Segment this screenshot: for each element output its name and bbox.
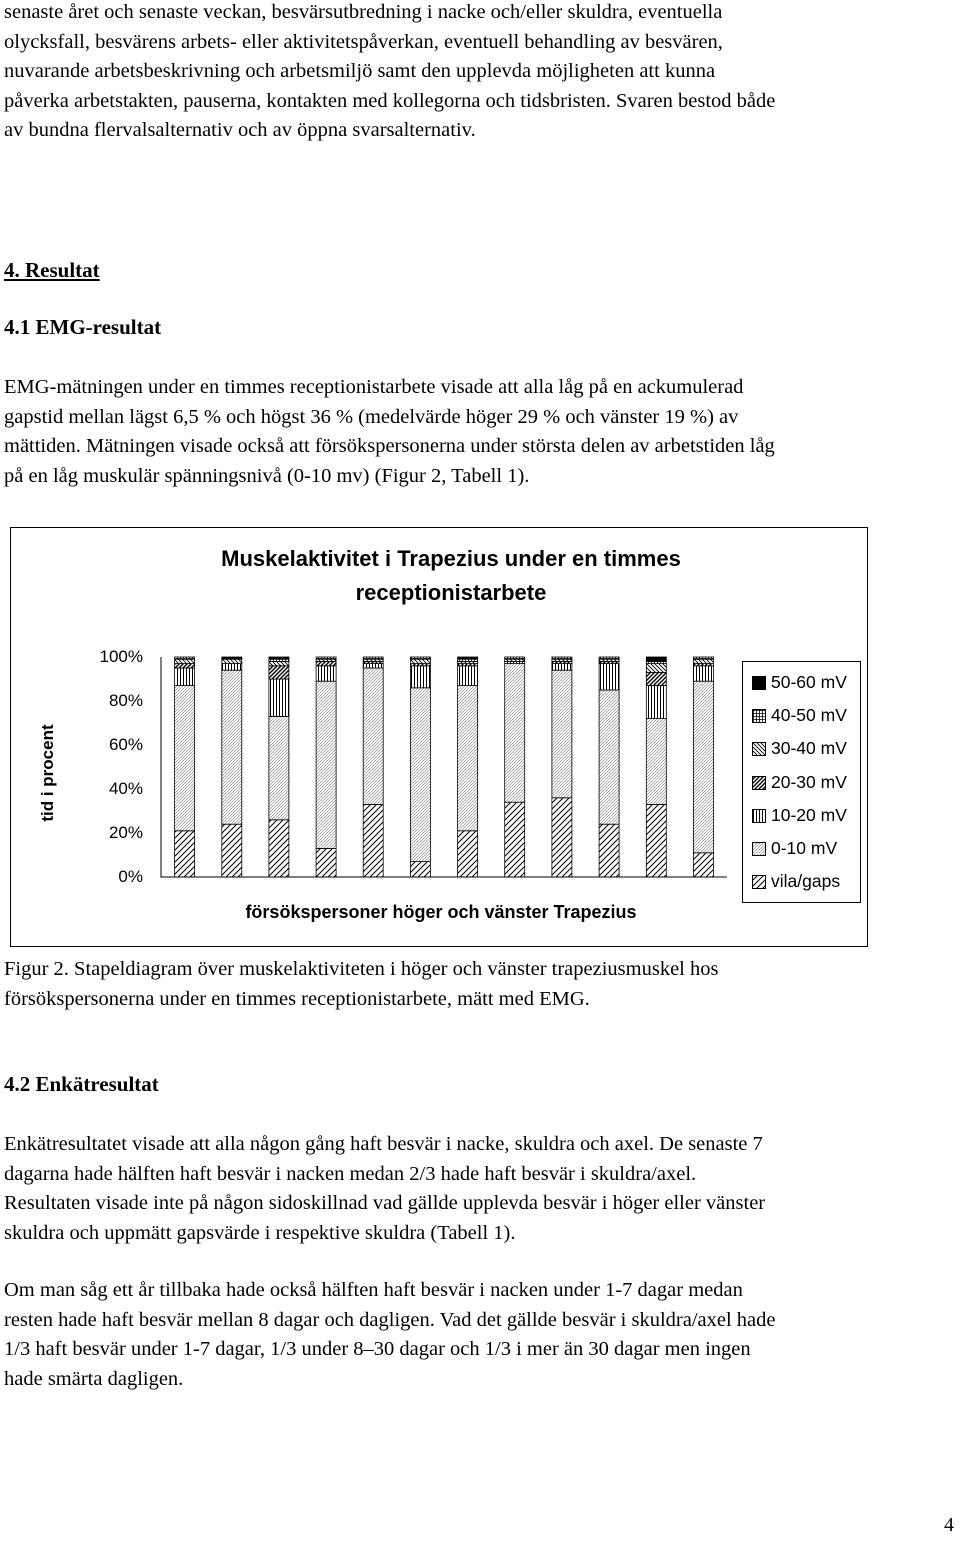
legend-item: [743, 803, 862, 827]
bar-stack: [316, 657, 336, 877]
legend-item: [743, 703, 862, 727]
bar-segment: [175, 686, 195, 831]
bar-stack: [269, 657, 289, 877]
y-tick-label: 20%: [108, 823, 143, 842]
y-axis-label-text: tid i procent: [38, 724, 57, 822]
bar-segment: [646, 657, 666, 661]
bar-segment: [269, 657, 289, 659]
bar-segment: [410, 666, 430, 688]
bar-segment: [363, 804, 383, 877]
bar-segment: [693, 853, 713, 877]
bar-stack: [599, 657, 619, 877]
bar-segment: [693, 681, 713, 853]
enkat-line: resten hade haft besvär mellan 8 dagar och dagligen. Vad det gällde besvär i skuldra/axel hade: [4, 1308, 776, 1331]
legend-item: [743, 770, 862, 794]
y-tick-label: 60%: [108, 735, 143, 754]
bar-segment: [646, 804, 666, 877]
chart-title-line: receptionistarbete: [355, 580, 547, 605]
bar-segment: [269, 716, 289, 819]
bar-segment: [552, 798, 572, 877]
legend-label: 40-50 mV: [771, 705, 847, 726]
emg-line: EMG-mätningen under en timmes receptionistarbete visade att alla låg på en ackumulerad: [4, 376, 744, 398]
bar-segment: [410, 688, 430, 862]
bar-segment: [175, 668, 195, 686]
bar-segment: [505, 657, 525, 659]
bar-stacks: [175, 657, 714, 877]
legend-label: 30-40 mV: [771, 738, 847, 759]
emg-line: på en låg muskulär spänningsnivå (0-10 mv) (Figur 2, Tabell 1).: [4, 464, 530, 487]
legend-swatch: [752, 676, 766, 690]
legend-label: 10-20 mV: [771, 804, 847, 825]
enkat-line: Resultaten visade inte på någon sidoskillnad vad gällde upplevda besvär i höger eller vänster: [4, 1192, 766, 1214]
bar-segment: [363, 664, 383, 668]
legend-swatch: [752, 742, 766, 756]
enkat-line: skuldra och uppmätt gapsvärde i respektive skuldra (Tabell 1).: [4, 1221, 516, 1244]
intro-line: senaste året och senaste veckan, besvärsutbredning i nacke och/eller skuldra, eventuella: [4, 1, 723, 23]
emg-line: mättiden. Mätningen visade också att försökspersonerna under största delen av arbetstiden låg: [4, 435, 775, 457]
bar-segment: [646, 719, 666, 805]
emg-line: gapstid mellan lägst 6,5 % och högst 36 % (medelvärde höger 29 % och vänster 19 %) av: [4, 405, 739, 428]
bar-segment: [693, 666, 713, 681]
bar-stack: [458, 657, 478, 877]
bar-stack: [505, 657, 525, 877]
legend-swatch: [752, 842, 766, 856]
bar-segment: [505, 802, 525, 877]
bar-segment: [693, 659, 713, 663]
legend-item: [743, 869, 862, 893]
bar-segment: [175, 657, 195, 659]
caption-line: Figur 2. Stapeldiagram över muskelaktiviteten i höger och vänster trapeziusmuskel hos: [4, 958, 719, 980]
page-number: 4: [944, 1514, 954, 1536]
bar-stack: [363, 657, 383, 877]
bar-stack: [175, 657, 195, 877]
bar-segment: [646, 664, 666, 673]
legend-label: 20-30 mV: [771, 771, 847, 792]
legend-swatch: [752, 709, 766, 723]
bar-segment: [363, 668, 383, 804]
bar-segment: [269, 666, 289, 679]
bar-segment: [458, 831, 478, 877]
legend-item: [743, 736, 862, 760]
legend-item: [743, 836, 862, 860]
chart-plot-area: [11, 528, 869, 948]
bar-segment: [693, 657, 713, 659]
bar-segment: [269, 679, 289, 716]
bar-segment: [175, 664, 195, 668]
axis-lines: [161, 657, 727, 877]
bar-segment: [599, 690, 619, 824]
emg-paragraph: [4, 373, 956, 491]
legend-label: vila/gaps: [771, 871, 841, 892]
bar-segment: [552, 664, 572, 671]
bar-segment: [222, 824, 242, 877]
enkat-paragraph-2: [4, 1276, 956, 1394]
bar-segment: [552, 657, 572, 659]
y-tick-label: 80%: [108, 691, 143, 710]
bar-segment: [599, 824, 619, 877]
bar-stack: [646, 657, 666, 877]
enkat-line: hade smärta dagligen.: [4, 1367, 184, 1390]
y-tick-label: 40%: [108, 779, 143, 798]
legend-swatch: [752, 875, 766, 889]
bar-stack: [693, 657, 713, 877]
enkat-line: Enkätresultatet visade att alla någon gång haft besvär i nacke, skuldra och axel. De senaste 7: [4, 1133, 763, 1155]
bar-segment: [269, 820, 289, 877]
enkat-line: dagarna hade hälften haft besvär i nacken medan 2/3 hade haft besvär i skuldra/axel.: [4, 1162, 697, 1185]
y-tick-label: 100%: [99, 647, 143, 666]
y-tick-label: 0%: [118, 867, 143, 886]
legend-item: [743, 670, 862, 694]
bar-segment: [505, 664, 525, 803]
bar-segment: [410, 659, 430, 663]
bar-segment: [222, 657, 242, 659]
enkat-paragraph-1: [4, 1130, 956, 1248]
legend-swatch: [752, 809, 766, 823]
bar-segment: [458, 666, 478, 686]
bar-stack: [410, 657, 430, 877]
bar-segment: [316, 657, 336, 659]
bar-segment: [222, 664, 242, 671]
bar-segment: [410, 657, 430, 659]
caption-line: försökspersonerna under en timmes receptionistarbete, mätt med EMG.: [4, 987, 590, 1010]
bar-segment: [599, 657, 619, 659]
bar-segment: [316, 681, 336, 848]
chart-legend: [742, 661, 861, 903]
legend-label: 50-60 mV: [771, 672, 847, 692]
section-heading-resultat: 4. Resultat: [4, 258, 100, 282]
bar-segment: [646, 672, 666, 685]
bar-segment: [410, 862, 430, 877]
enkat-line: 1/3 haft besvär under 1-7 dagar, 1/3 under 8–30 dagar och 1/3 i mer än 30 dagar men ingen: [4, 1338, 751, 1360]
figure-caption: [4, 955, 956, 1014]
intro-paragraph: [4, 0, 956, 146]
x-axis-label: försökspersoner höger och vänster Trapezius: [245, 902, 637, 922]
intro-line: påverka arbetstakten, pauserna, kontakten med kollegorna och tidsbristen. Svaren bestod både: [4, 89, 776, 112]
bar-segment: [646, 686, 666, 719]
bar-stack: [222, 657, 242, 877]
subsection-heading-emg: 4.1 EMG-resultat: [4, 315, 162, 339]
bar-segment: [222, 659, 242, 663]
legend-label: 0-10 mV: [771, 838, 838, 858]
bar-segment: [316, 848, 336, 877]
bar-segment: [458, 686, 478, 831]
subsection-heading-enkat: 4.2 Enkätresultat: [4, 1072, 159, 1096]
bar-segment: [552, 670, 572, 798]
bar-segment: [175, 831, 195, 877]
intro-line: nuvarande arbetsbeskrivning och arbetsmiljö samt den upplevda möjligheten att kunna: [4, 60, 716, 82]
bar-segment: [175, 659, 195, 663]
legend-swatch: [752, 776, 766, 790]
bar-segment: [363, 657, 383, 659]
enkat-line: Om man såg ett år tillbaka hade också hälften haft besvär i nacken under 1-7 dagar medan: [4, 1279, 743, 1301]
bar-segment: [599, 664, 619, 690]
bar-segment: [269, 661, 289, 665]
chart-title-line: Muskelaktivitet i Trapezius under en timmes: [221, 546, 681, 571]
emg-chart: [10, 527, 868, 947]
bar-segment: [316, 666, 336, 681]
bar-stack: [552, 657, 572, 877]
bar-segment: [458, 657, 478, 659]
intro-line: av bundna flervalsalternativ och av öppna svarsalternativ.: [4, 119, 476, 141]
bar-segment: [222, 670, 242, 824]
bar-segment: [316, 661, 336, 665]
intro-line: olycksfall, besvärens arbets- eller aktivitetspåverkan, eventuell behandling av besvären,: [4, 30, 723, 53]
